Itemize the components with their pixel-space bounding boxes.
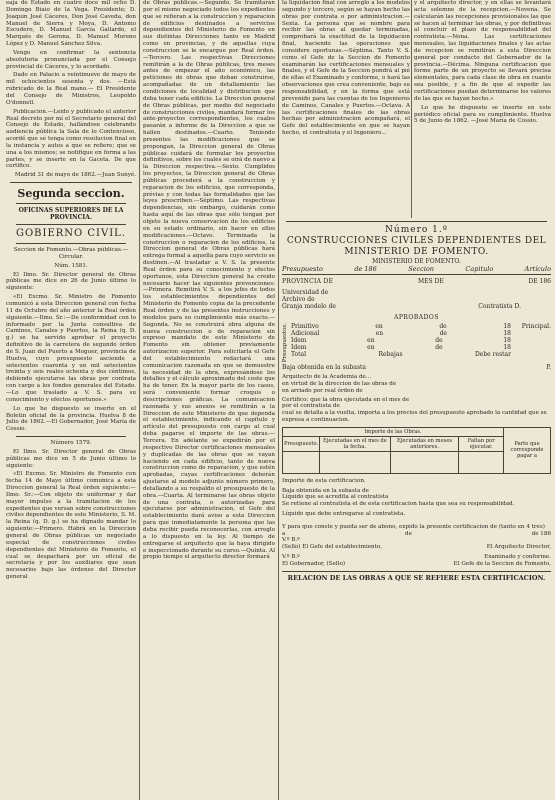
institucion-item: Granja modelo de [282,303,336,310]
examinado-label: Examinado y conforme. [484,553,551,560]
aprobados-label: APROBADOS [394,314,439,321]
paragraph: de Obras públicas.—Segundo. Se tramitarán por el mismo negociado todos los expedientes que se refieran a la construccion y reparacion de edificios destinados a servicios dependientes del Ministerio de Fomento en sus distintas Direcciones tanto en Madrid como en provincias, y de aquellas cuya construccion se le encargue por Real órden. —Tercero. Las respectivas Direcciones remitirán a la de Obras públicas, tres meses antes de empezar el año económico, las peticiones de obras que deban construirse, acompañadas de un detallamiento las condiciones de localidad y distribucion que deba tener cada edificio. La Direccion general de Obras públicas, por medio del negociado de construcciones civiles, mandará formar los ante-proyectos correspondientes, los cuales pasarán a informe de la Direccion a que se hallen destinados.—Cuarto. Teniendo presentes las modificaciones que se propongan, la Direccion general de Obras públicas cuidará de formular los proyectos definitivos, sobre los cuales se oirá de nuevo a la Direccion respectiva.—Sexto. Cumplidos los proyectos, la Direccion general de Obras públicas procederá a la construccion y reparacion de los edificios, que corresponda, prévias y con todas las formalidades que las leyes prescriben.—Séptimo. Las respectivas dependencias, sin embargo, cuidarán como hasta aquí de las obras que sólo tengan por objeto la nueva conservacion de los edificios en su estado ordinario, sin hacer en ellos modificaciones.—Octavo. Terminada la construccion o reparacion de los edificios, la Direccion general de Obras públicas hará entrega formal a aquella para cuyo servicio se destinen.—Al trasladar a V. S. la presente Real órden para su conocimiento y efectos oportunos, esta Direccion general ha creido necesario hacer las siguientes prevenciones:—Primera. Remitirá V. S. a los jefes de todos los establecimientos dependientes del Ministerio de Fomento copia de la precedente Real órden y de las presentes instrucciones y modelos para su cumplimiento más exacto.—Segunda. No se construirá obra alguna de nueva construccion o de reparacion sin expreso mandato de este Ministerio de Fomento sin obtener previamente autorizacion superior. Para solicitarla el Gefe del establecimiento redactará una comunicacion razonada en que se demuestre la necesidad de la obra, expresándose los detalles y el cálculo aproximado del coste que ha de tener. En la mayor parte de los casos, será conveniente formar croquis o descripciones gráficas. La comunicacion razonada y sus anexos se remitirán a la Direccion de este Ministerio de que dependa el establecimiento, indicando el capítulo y artículo del presupuesto con cargo al cual deba pagarse el importe de las obras.—Tercera. En adelante se expedirán por el respectivo Director certificaciones mensuales y duplicadas de las obras que se vayan haciendo en cada edificio, tanto de nueva construccion como de reparacion, y que estén aprobadas, cuyas certificaciones deberán ajustarse al modelo adjunto número primero, detallando a su respaldo el presupuesto de la obra.—Cuarta. Al terminarse las obras objeto de una contrata, o autorizadas para ejecutarse por administracion, el Gefe del establecimiento dará aviso a esta Direccion para que inmediatamente la persona que las deba recibir pueda reconocerlas, con arreglo a lo dispuesto en la ley. Al tiempo de entregarse el arquitecto que la haya dirigido e inspeccionado durante su curso.—Quinta. Al propio tiempo el arquitecto director formará [143,0,275,561]
paragraph: y el arquitecto director, y en ellas se levantará acta solemne de la recepcion.—Novena. Se calcularán las recepciones provisionales las que se hacen al terminar las obras, y por definitivas al concluir el plazo de responsabilidad del contratista.—Nona. Las certificaciones mensuales, las liquidaciones finales y las actas de recepcion se remitirán a esta Direccion general por conducto del Gobernador de la provincia.—Décima. Ninguna certificacion que forme parte de un proyecto se llevará precisa elementales, para cada clase de obra en cuanto sea posible, y a fin de que al expedir las certificaciones puedan determinarse los valores de las que se hayan hecho.» [414,0,551,102]
form-subtitle: MINISTERIO DE FOMENTO. [372,258,461,265]
paragraph: Lo que he dispuesto se inserte en el Boletin oficial de la provincia. Huelva 8 de Julio de 1862.—El Gobernador, José María de Cossio. [6,405,136,433]
paragraph: Dado en Palacio a veintinueve de mayo de mil ochocientos sesenta y dos. —Está rubricado de la Real mano.— El Presidente del Consejo de Ministros, Leopoldo O'donnell. [6,72,136,106]
gobierno-heading: GOBIERNO CIVIL. [15,228,127,240]
row-en: en [375,330,384,337]
institucion-item: Universidad de [282,289,329,296]
column-2 [143,0,275,800]
divider [16,436,126,437]
signature-row-2 [282,554,551,561]
rebajas-label: Rebajas [378,351,403,358]
row-name: Adicional [291,330,320,337]
section-title: Segunda seccion. [17,187,125,201]
presupuesto-row [291,323,511,330]
fomento-line: Seccion de Fomento.—Obras públicas.—Circular. [13,247,129,260]
divider [16,243,126,244]
row-name: Idem [291,344,307,351]
form-numero: Número 1.º [385,225,448,235]
form-header-row [282,265,551,275]
row-de: de [439,323,447,330]
arquitecto-line: Arquitecto de la Academia de... [282,374,372,381]
row-year: 18 [503,344,511,351]
paragraph: Vengo en confirmar la sentencia absolutoria pronunciada por el Consejo provincial de Cáceres, y lo acordado. [6,49,136,70]
cual-line: cual se detalla a la vuelta, importa a los precios del presupuesto aprobado la cantidad que se expresa a continuacion. [282,410,547,423]
mes-label: MES DE [418,278,444,285]
liquido-line: Líquido que se acredita al contratista [282,494,389,501]
paragraph: «El Excmo. Sr. Ministro de Fomento con fecha 14 de Mayo último comunica a esta Direccion general la Real órden siguiente:—Ilmo. Sr.:—Con objeto de uniformar y dar mayor impulso a la tramitacion de los expedientes que versan sobre construcciones civiles dependientes de este Ministerio, S. M. la Reina (q. D. g.) se ha dignado mandar lo siguiente:—Primero. Habrá en la Direccion general de Obras públicas un negociado especial de construcciones civiles dependientes del Ministerio de Fomento, el cual se despachará por un oficial de secretaría y por los auxiliares que sean necesarios bajo las órdenes del Director general [6,471,136,581]
fecha-row [282,531,551,538]
row-de: de [435,344,443,351]
divider [16,224,126,225]
arquitecto-director: El Arquitecto Director, [486,544,551,551]
certifico-line: Certifico: que la obra ejecutada en el mes de [282,396,410,403]
fecha-de: de [405,530,412,537]
paragraph: Publicacion.—Leido y publicado el anterior Real decreto por mí el Secretario general del Consejo de Estado, hallándose celebrando audiencia pública la Sala de lo Contencioso, acordé que se tenga como resolucion final en la instancia y autos a que se refiere; que se una a los mismos; se notifique en forma a las partes, y se inserte en la Gaceta. De que certifico. [6,108,136,170]
hdr-capitulo: Capitulo [465,265,494,273]
gefe-seccion-label: El Gefe de la Seccion de Fomento, [453,560,551,567]
presupuesto-row [291,344,511,351]
obras-table-cell [390,451,459,473]
obras-table-col: Ejecutadas en meses anteriores. [390,436,459,451]
divider [282,571,551,572]
obras-table-col: Parte que corresponde pagar a [504,427,551,473]
presupuestos-block [282,323,551,362]
vb2-label: V.º B.º [282,553,300,560]
row-year: 18 [503,337,511,344]
obras-table-title: Importe de las Obras. [283,427,504,436]
obras-table-col: Presupuesto. [283,436,320,451]
column-1 [6,0,136,800]
certifico2-line: por el contratista de [282,403,340,410]
importe-cert-line: Importe de esta certificacion. [282,477,366,484]
signature-row [282,544,551,551]
hdr-presupuesto: Presupuesto [282,265,323,273]
presupuestos-vlabel: Presupuestos. [282,323,288,363]
pesos-label: P. [546,364,551,372]
form-title: CONSTRUCCIONES CIVILES DEPENDIENTES DEL MINISTERIO DE FOMENTO. [286,236,547,257]
paragraph: Madrid 31 de mayo de 1862.—Juan Sunyé. [14,172,136,179]
numero-label: Número 1579. [50,440,92,447]
row-year: 18 [503,323,511,330]
principal-label: Principal. [521,323,551,330]
institucion-item: Archivo de [282,296,315,303]
arriado-line: en arriado por real órden de [282,387,363,394]
column-rule [278,0,279,800]
relacion-title: RELACION DE LAS OBRAS A QUE SE REFIERE ESTA CERTIFICACION. [287,573,546,582]
contratista-label: Contratista D. [478,303,521,310]
obras-table-cell [283,451,320,473]
divider [286,221,547,222]
row-name: Primitivo [291,323,319,330]
row-en: en [367,337,375,344]
row-de: de [439,330,447,337]
hdr-articulo: Artículo [524,265,551,273]
paragraph: El Ilmo. Sr. Director general de Obras públicas me dice en 5 de Junio último lo siguiente: [6,448,136,469]
debe-restar-label: Debe restar [474,351,511,358]
fecha-a: a [282,530,286,537]
paragraph: eaja de Estado en cuatro doce mil ocho D. Domingo Biaio de la Vega. Presidente; D. Joaquin José Cáceres, Don José Caveda, don Manuel de Sierra y Moya, D. Antonio Escudero, D. Manuel García Gallardo, el Marqués de Gerona, D. Manuel Moreno López y D. Manuel Sánchez Silva. [6,0,136,48]
hdr-de186: de 186 [354,265,377,273]
paragraph: El Ilmo. Sr. Director general de Obras públicas me dice en 26 de Junio último lo siguiente: [6,271,136,292]
paragraph: «El Excmo. Sr. Ministro de Fomento comunicó a esta Direccion general con fecha 11 de Octubre del año anterior la Real órden siguiente.—Ilmo. Sr.:—De conformidad con lo informado por la Junta consultiva de Caminos, Canales y Puertos, la Reina (q. D. g.) se ha servido aprobar el proyecto definitivo de la carretera de segundo órden de S. Juan del Puerto a Moguer, provincia de Huelva, cuyo presupuesto asciende a setecientos cuarenta y un mil setecientos treinta y seis reales ochenta y dos céntimos, debiendo ejecutarse las obras por contrata con cargo a los fondos generales del Estado.—Lo que traslado a V. S. para su conocimiento y efectos oportunos.» [6,294,136,403]
certificate-form [282,218,551,800]
total-row [291,351,511,358]
row-de: de [435,337,443,344]
vb-label: V.º B.º [282,537,300,544]
row-year: 18 [503,330,511,337]
obras-table-col: Faltan por ejecutar. [459,436,504,451]
section-subtitle: OFICINAS SUPERIORES DE LA PROVINCIA. [18,207,124,222]
signature-row-3 [282,561,551,568]
hdr-seccion: Seccion [408,265,434,273]
sello-gefe: (Sello) El Gefe del establecimiento, [282,544,383,551]
direccion-line: en virtud de la direccion de las obras de [282,380,397,387]
row-en: en [367,344,375,351]
de186-label: DE 186 [528,278,551,285]
total-label: Total [291,351,307,358]
baja-subasta-line: Baja obtenida en la subasta de [282,487,369,494]
provincia-label: PROVINCIA DE [282,278,334,285]
baja-label: Baja obtenida en la subasta [282,364,367,372]
presupuesto-row [291,337,511,344]
obras-table-col: Ejecutadas en el mes de la fecha. [320,436,390,451]
obras-table [282,427,551,474]
gobernador-label: El Gobernador, (Sello) [282,560,346,567]
liquido2-line: Líquido que debe entregarse al contratista. [282,510,406,517]
para-que-line: Y para que conste y pueda ser de abono, expido la presente certificacion de (tanto en 4 tres) [282,523,545,530]
divider [16,203,126,204]
obras-table-cell [320,451,390,473]
retener-line: Se retiene al contratista el de esta certificacion hasta que sea su responsabilidad. [282,501,515,508]
obras-table-cell [459,451,504,473]
row-name: Idem [291,337,307,344]
paragraph: Lo que he dispuesto se inserte en este periódico oficial para su cumplimiento. Huelva 5 de Junio de 1862. —José María de Cossio. [414,104,551,125]
provincia-row [282,278,551,285]
baja-row [282,364,551,371]
paragraph: la liquidacion final con arreglo a los modelos segundo y tercero, según se hayan hecho las obras por contrata o por administracion.—Sexta. La persona que se nombre para recibir las obras al quedar terminadas, comprobará la exactitud de la liquidacion final, haciendo las operaciones que considere oportunas.—Séptima. Tanto V. S. como el Gefe de la Seccion de Fomento examinarán las certificaciones mensuales y finales, y el Gefe de la Seccion pondrá al pié de ellas el Examinado y conforme, o hará las observaciones que crea conveniente, bajo su responsabilidad, y en la forma que está prevenido para las cuentas de los Ingenieros de Caminos, Canales y Puertos.—Octava. A las certificaciones finales de las obras hechas por administracion acompañará, el Gefe del establecimiento en que se hayan hecho, el contratista y el Ingeniero... [282,0,410,137]
presupuesto-row [291,330,511,337]
institucion-block [282,289,551,310]
divider [10,182,132,183]
column-rule [139,0,140,800]
numero-label: Núm. 1581. [54,262,88,269]
fecha-186: de 186 [531,530,551,537]
row-en: en [375,323,383,330]
